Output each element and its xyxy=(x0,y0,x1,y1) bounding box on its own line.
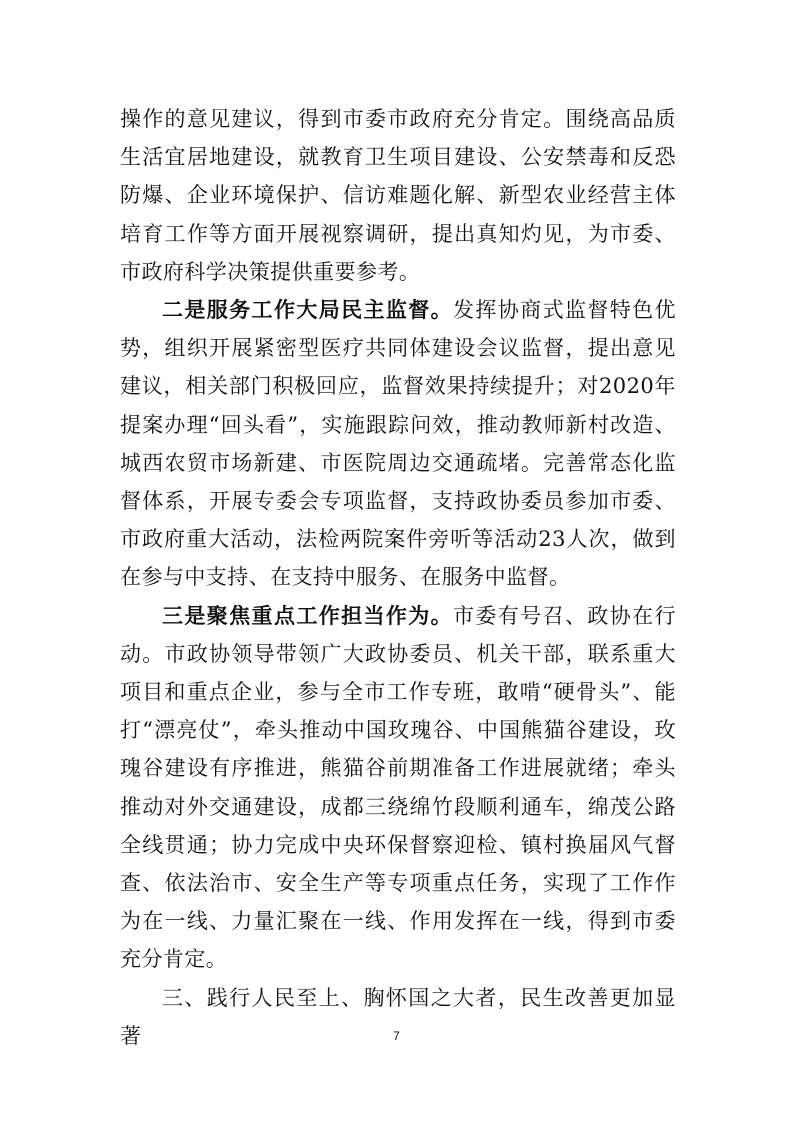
paragraph-key-work xyxy=(120,597,676,979)
paragraph-text: 三、践行人民至上、胸怀国之大者，民生改善更加显著 xyxy=(120,985,676,1048)
section-heading-three xyxy=(120,979,676,1055)
page-number: 7 xyxy=(393,1029,400,1043)
paragraph-continued xyxy=(120,100,676,291)
page-body xyxy=(120,100,676,1055)
paragraph-democratic-supervision xyxy=(120,291,676,597)
paragraph-text: 发挥协商式监督特色优势，组织开展紧密型医疗共同体建设会议监督，提出意见建议，相关部门积极回应，监督效果持续提升；对2020年提案办理“回头看”，实施跟踪问效，推动教师新村改造、城西农贸市场新建、市医院周边交通疏堵。完善常态化监督体系，开展专委会专项监督，支持政协委员参加市委、市政府重大活动，法检两院案件旁听等活动23人次，做到在参与中支持、在支持中服务、在服务中监督。 xyxy=(120,298,676,590)
paragraph-lead-heading: 二是服务工作大局民主监督。 xyxy=(162,297,454,323)
paragraph-text: 市委有号召、政协在行动。市政协领导带领广大政协委员、机关干部，联系重大项目和重点企业，参与全市工作专班，敢啃“硬骨头”、能打“漂亮仗”，牵头推动中国玫瑰谷、中国熊猫谷建设，玫瑰谷建设有序推进，熊猫谷前期准备工作进展就绪；牵头推动对外交通建设，成都三绕绵竹段顺利通车，绵茂公路全线贯通；协力完成中央环保督察迎检、镇村换届风气督查、依法治市、安全生产等专项重点任务，实现了工作作为在一线、力量汇聚在一线、作用发挥在一线，得到市委充分肯定。 xyxy=(120,603,676,972)
paragraph-text: 操作的意见建议，得到市委市政府充分肯定。围绕高品质生活宜居地建设，就教育卫生项目建设、公安禁毒和反恐防爆、企业环境保护、信访难题化解、新型农业经营主体培育工作等方面开展视察调研，提出真知灼见，为市委、市政府科学决策提供重要参考。 xyxy=(120,107,676,284)
paragraph-lead-heading: 三是聚焦重点工作担当作为。 xyxy=(162,602,454,628)
